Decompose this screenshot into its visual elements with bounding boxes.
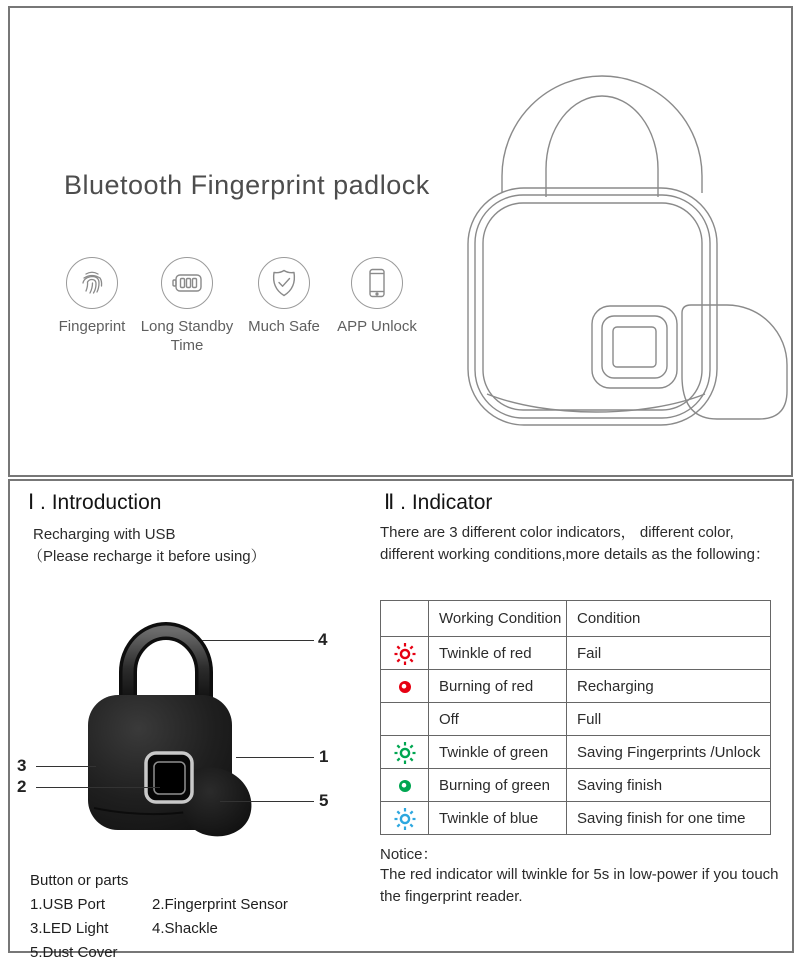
parts-row [30, 893, 288, 917]
twinkle-red-icon [381, 637, 429, 670]
parts-row [30, 941, 288, 960]
feature-label: Fingeprint [58, 318, 126, 335]
table-header-row [381, 601, 771, 637]
burning-green-icon [381, 769, 429, 802]
introduction-heading: Ⅰ . Introduction [28, 491, 162, 514]
condition-cell: Fail [567, 637, 771, 670]
part-item: 1.USB Port [30, 896, 106, 913]
parts-row [30, 917, 288, 941]
working-condition-cell: Twinkle of red [429, 637, 567, 670]
feature-label: Long Standby Time [140, 318, 234, 354]
callout-3: 3 [17, 756, 27, 775]
condition-cell: Saving finish for one time [567, 802, 771, 835]
table-row [381, 703, 771, 736]
twinkle-green-icon [381, 736, 429, 769]
padlock-photo [70, 610, 270, 842]
intro-note: （Please recharge it before using） [28, 548, 266, 565]
callout-line-4 [202, 640, 314, 641]
condition-cell: Saving Fingerprints /Unlock [567, 736, 771, 769]
indicator-description: There are 3 different color indicators， different color, different working conditions,more details as the following： [380, 524, 770, 563]
twinkle-blue-icon [381, 802, 429, 835]
part-item: 4.Shackle [152, 920, 218, 937]
no-led-cell [381, 703, 429, 736]
parts-title: Button or parts [30, 872, 129, 889]
fingerprint-icon [66, 257, 118, 309]
callout-2: 2 [17, 777, 27, 796]
working-condition-cell: Twinkle of green [429, 736, 567, 769]
padlock-line-drawing [455, 66, 800, 474]
feature-long-standby [132, 257, 242, 355]
feature-label: Much Safe [248, 318, 320, 335]
condition-cell: Full [567, 703, 771, 736]
table-row [381, 769, 771, 802]
notice-title: Notice： [380, 846, 438, 863]
callout-line-5 [220, 801, 314, 802]
table-row [381, 802, 771, 835]
header-working-condition: Working Condition [429, 601, 567, 637]
part-item: 2.Fingerprint Sensor [152, 896, 288, 913]
callout-line-1 [236, 757, 314, 758]
indicator-heading: Ⅱ . Indicator [384, 491, 493, 514]
burning-red-icon [381, 670, 429, 703]
feature-label: APP Unlock [337, 318, 417, 335]
notice-body: The red indicator will twinkle for 5s in low-power if you touch the fingerprint reader. [380, 866, 779, 905]
hero-section [8, 6, 793, 477]
header-icon-cell [381, 601, 429, 637]
product-title: Bluetooth Fingerprint padlock [64, 170, 430, 200]
battery-icon [161, 257, 213, 309]
callout-1: 1 [319, 747, 329, 766]
condition-cell: Saving finish [567, 769, 771, 802]
callout-5: 5 [319, 791, 329, 810]
header-condition: Condition [567, 601, 771, 637]
table-row [381, 670, 771, 703]
callout-line-2 [36, 787, 160, 788]
working-condition-cell: Burning of green [429, 769, 567, 802]
shield-check-icon [258, 257, 310, 309]
condition-cell: Recharging [567, 670, 771, 703]
callout-4: 4 [318, 630, 328, 649]
intro-subtitle: Recharging with USB [33, 526, 176, 543]
working-condition-cell: Burning of red [429, 670, 567, 703]
feature-fingerprint [37, 257, 147, 336]
indicator-table [380, 600, 771, 835]
working-condition-cell: Twinkle of blue [429, 802, 567, 835]
callout-line-3 [36, 766, 96, 767]
phone-icon [351, 257, 403, 309]
feature-app-unlock [322, 257, 432, 336]
part-item: 3.LED Light [30, 920, 109, 937]
working-condition-cell: Off [429, 703, 567, 736]
parts-list [30, 869, 288, 960]
table-row [381, 736, 771, 769]
table-row [381, 637, 771, 670]
part-item: 5.Dust Cover [30, 944, 118, 960]
